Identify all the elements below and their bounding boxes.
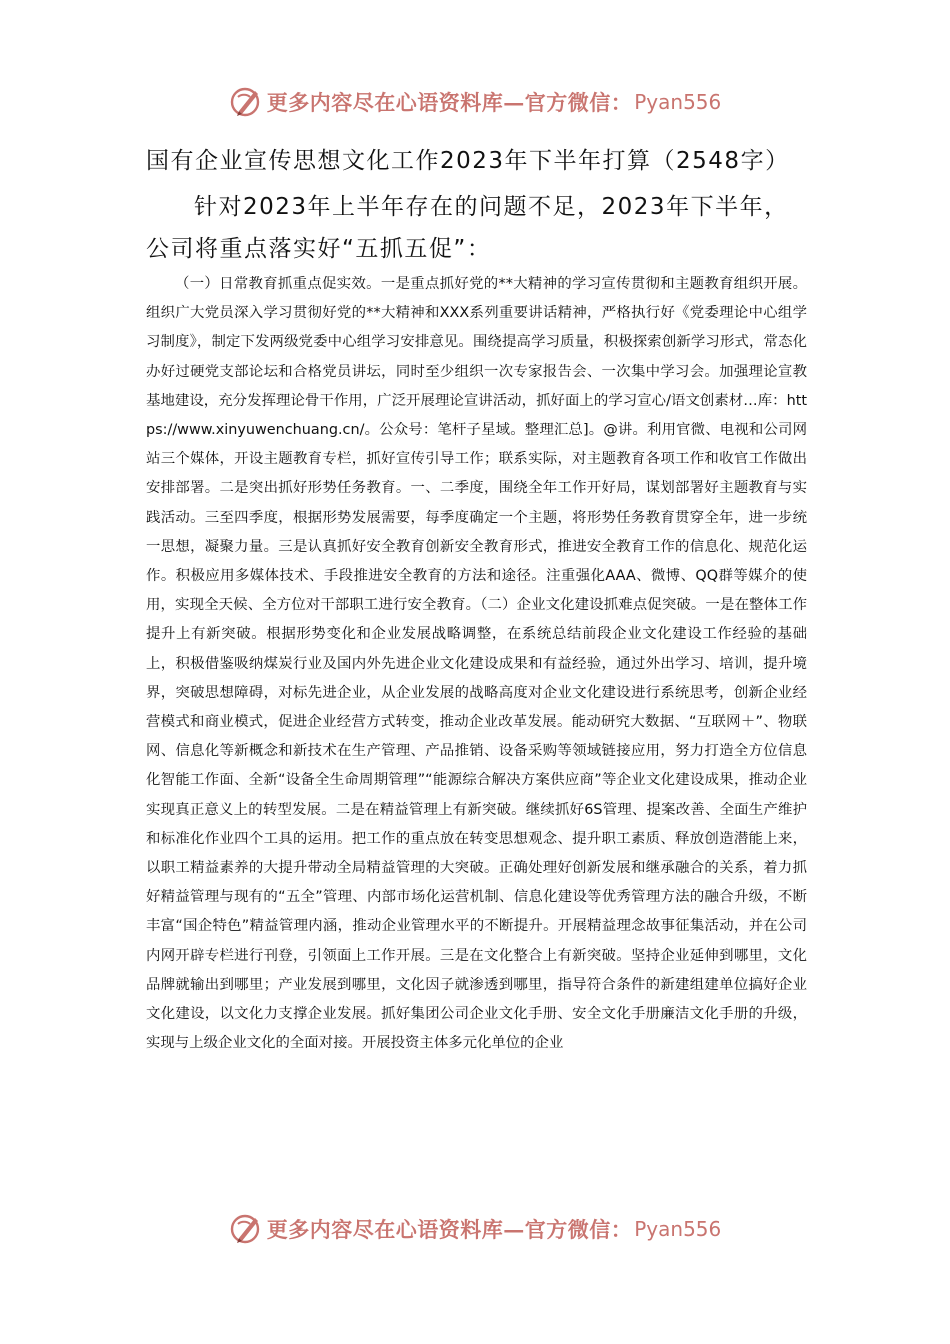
wechat-handle: Pyan556 xyxy=(634,1217,722,1241)
intro-paragraph: 针对2023年上半年存在的问题不足，2023年下半年，公司将重点落实好“五抓五促”： xyxy=(146,194,789,262)
document-title: 国有企业宣传思想文化工作2023年下半年打算（2548字） xyxy=(146,148,790,174)
header-banner xyxy=(0,82,950,122)
footer-banner xyxy=(0,1209,950,1249)
banner-text: 更多内容尽在心语资料库—官方微信： xyxy=(266,90,633,115)
body-paragraph: （一）日常教育抓重点促实效。一是重点抓好党的**大精神的学习宣传贯彻和主题教育组织开展。组织广大党员深入学习贯彻好党的**大精神和XXX系列重要讲话精神，严格执行好《党委理论中心组学习制度》，制定下发两级党委中心组学习安排意见。围绕提高学习质量，积极探索创新学习形式，常态化办好过硬党支部论坛和合格党员讲坛，同时至少组织一次专家报告会、一次集中学习会。加强理论宣教基地建设，充分发挥理论骨干作用，广泛开展理论宣讲活动，抓好面上的学习宣心/语文创素材…库：https://www.xinyuwenchuang.cn/。公众号：笔杆子星域。整理汇总]。@讲。利用官微、电视和公司网站三个媒体，开设主题教育专栏，抓好宣传引导工作；联系实际，对主题教育各项工作和收官工作做出安排部署。二是突出抓好形势任务教育。一、二季度，围绕全年工作开好局，谋划部署好主题教育与实践活动。三至四季度，根据形势发展需要，每季度确定一个主题，将形势任务教育贯穿全年，进一步统一思想，凝聚力量。三是认真抓好安全教育创新安全教育形式，推进安全教育工作的信息化、规范化运作。积极应用多媒体技术、手段推进安全教育的方法和途径。注重强化AAA、微博、QQ群等媒介的使用，实现全天候、全方位对干部职工进行安全教育。（二）企业文化建设抓难点促突破。一是在整体工作提升上有新突破。根据形势变化和企业发展战略调整，在系统总结前段企业文化建设工作经验的基础上，积极借鉴吸纳煤炭行业及国内外先进企业文化建设成果和有益经验，通过外出学习、培训，提升境界，突破思想障碍，对标先进企业，从企业发展的战略高度对企业文化建设进行系统思考，创新企业经营模式和商业模式，促进企业经营方式转变，推动企业改革发展。能动研究大数据、“互联网＋”、物联网、信息化等新概念和新技术在生产管理、产品推销、设备采购等领域链接应用，努力打造全方位信息化智能工作面、全新“设备全生命周期管理”“能源综合解决方案供应商”等企业文化建设成果，推动企业实现真正意义上的转型发展。二是在精益管理上有新突破。继续抓好6S管理、提案改善、全面生产维护和标准化作业四个工具的运用。把工作的重点放在转变思想观念、提升职工素质、释放创造潜能上来，以职工精益素养的大提升带动全局精益管理的大突破。正确处理好创新发展和继承融合的关系，着力抓好精益管理与现有的“五全”管理、内部市场化运营机制、信息化建设等优秀管理方法的融合升级，不断丰富“国企特色”精益管理内涵，推动企业管理水平的不断提升。开展精益理念故事征集活动，并在公司内网开辟专栏进行刊登，引领面上工作开展。三是在文化整合上有新突破。坚持企业延伸到哪里，文化品牌就输出到哪里；产业发展到哪里，文化因子就渗透到哪里，指导符合条件的新建组建单位搞好企业文化建设，以文化力支撑企业发展。抓好集团公司企业文化手册、安全文化手册廉洁文化手册的升级，实现与上级企业文化的全面对接。开展投资主体多元化单位的企业 xyxy=(146,276,807,1052)
wechat-handle: Pyan556 xyxy=(634,90,722,114)
pen-logo-icon xyxy=(229,85,263,119)
pen-logo-icon xyxy=(229,1212,263,1246)
banner-text: 更多内容尽在心语资料库—官方微信： xyxy=(266,1217,633,1242)
